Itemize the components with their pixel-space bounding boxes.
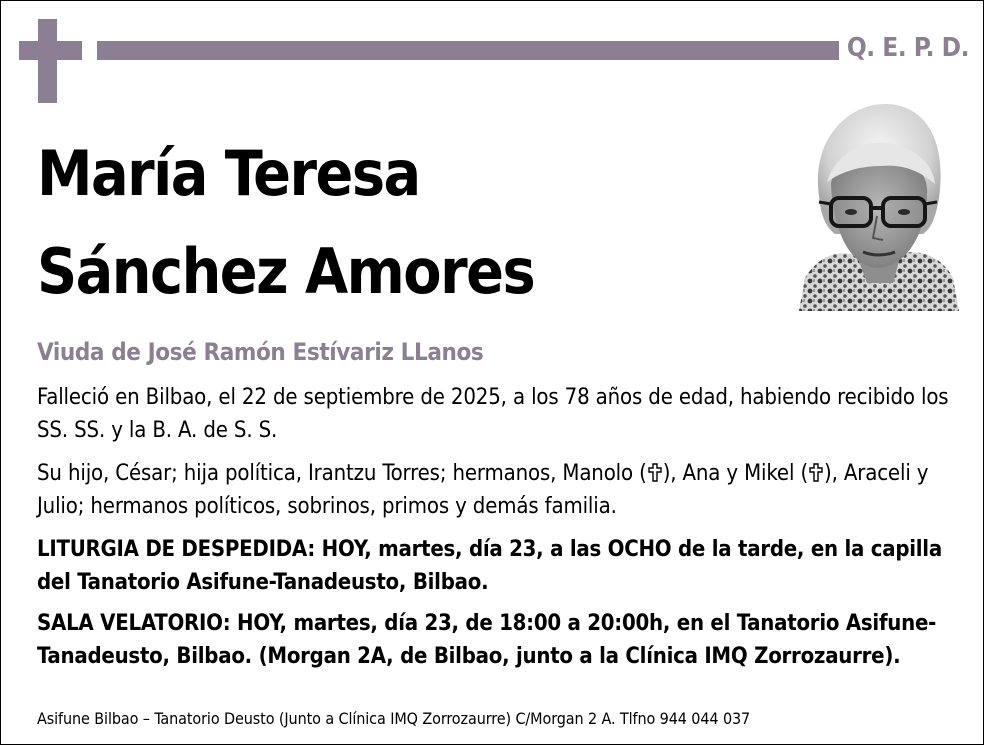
family-text-part3: ), Araceli y Julio; hermanos políticos, sobrinos, primos y demás familia. [37, 461, 929, 519]
wake-paragraph: SALA VELATORIO: HOY, martes, día 23, de 18:00 a 20:00h, en el Tanatorio Asifune-Tanadeusto, Bilbao. (Morgan 2A, de Bilbao, junto a la Clínica IMQ Zorrozaurre). [37, 611, 937, 669]
family-paragraph [37, 457, 957, 523]
small-cross-icon [808, 463, 824, 482]
small-cross-icon [647, 463, 663, 482]
liturgy-paragraph: LITURGIA DE DESPEDIDA: HOY, martes, día 23, a las OCHO de la tarde, en la capilla del Tanatorio Asifune-Tanadeusto, Bilbao. [37, 537, 942, 595]
deceased-name-line1: María Teresa [37, 137, 420, 210]
qepd-label: Q. E. P. D. [846, 33, 969, 63]
header-rule [97, 41, 839, 60]
portrait-photo [797, 98, 961, 311]
cross-icon-vertical [38, 19, 57, 103]
deceased-name-line2: Sánchez Amores [37, 235, 535, 308]
death-notice-paragraph: Falleció en Bilbao, el 22 de septiembre de 2025, a los 78 años de edad, habiendo recibido los SS. SS. y la B. A. de S. S. [37, 385, 949, 443]
family-text-part1: Su hijo, César; hija política, Irantzu Torres; hermanos, Manolo ( [37, 461, 647, 486]
funeral-home-footer: Asifune Bilbao – Tanatorio Deusto (Junto a Clínica IMQ Zorrozaurre) C/Morgan 2 A. Tlfno 944 044 037 [37, 709, 751, 728]
widow-subtitle: Viuda de José Ramón Estívariz LLanos [37, 338, 484, 366]
family-text-part2: ), Ana y Mikel ( [662, 461, 809, 486]
cross-icon-horizontal [19, 41, 82, 60]
